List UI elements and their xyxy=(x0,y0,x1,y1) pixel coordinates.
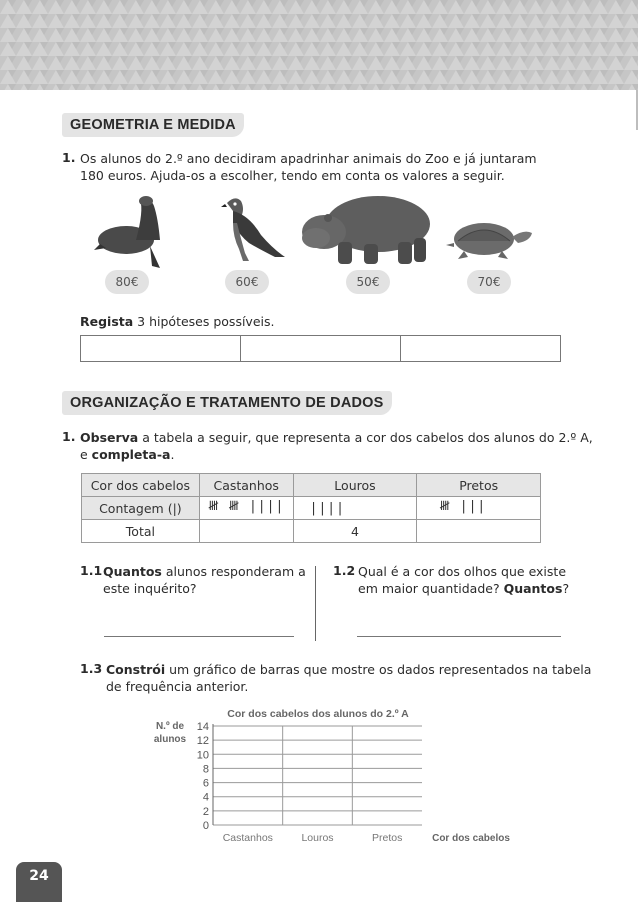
tally-cell: |||| xyxy=(293,497,417,520)
price-tag-eagle: 60€ xyxy=(225,270,269,294)
question-text-line2: 180 euros. Ajuda-os a escolher, tendo em conta os valores a seguir. xyxy=(80,168,505,183)
section-title-geometria: GEOMETRIA E MEDIDA xyxy=(62,113,244,137)
quantos-rest: alunos responderam a xyxy=(161,564,306,579)
row-label-total: Total xyxy=(82,520,200,543)
q12-bold: Quantos xyxy=(503,581,563,596)
column-divider xyxy=(315,566,316,641)
frequency-table xyxy=(81,473,541,543)
completa-bold: completa-a xyxy=(91,447,171,462)
eagle-image xyxy=(215,195,290,267)
q12-post: ? xyxy=(562,581,570,596)
hypotheses-answer-table xyxy=(80,335,561,362)
header-cell: Castanhos xyxy=(199,474,293,497)
header-cell: Cor dos cabelos xyxy=(82,474,200,497)
question-12-line1: Qual é a cor dos olhos que existe xyxy=(358,564,567,579)
question-text-line2 xyxy=(80,446,174,463)
constroi-bold: Constrói xyxy=(106,662,166,677)
question-12-line2 xyxy=(358,580,569,597)
total-cell[interactable] xyxy=(199,520,293,543)
section-title-organizacao: ORGANIZAÇÃO E TRATAMENTO DE DADOS xyxy=(62,391,392,415)
y-tick-label: 8 xyxy=(202,763,209,776)
y-axis-label-line1: N.º de xyxy=(155,721,185,732)
header-cell: Pretos xyxy=(417,474,541,497)
bar-chart[interactable] xyxy=(140,702,520,852)
q12-pre: em maior quantidade? xyxy=(358,581,504,596)
y-tick-label: 2 xyxy=(202,805,209,818)
table-row-count xyxy=(82,497,541,520)
y-tick-label: 12 xyxy=(196,735,209,748)
question-13-line1 xyxy=(106,661,591,678)
instruction-text xyxy=(80,313,274,330)
hippopotamus-image xyxy=(302,188,437,268)
y-tick-label: 0 xyxy=(202,820,209,832)
price-tag-hippopotamus: 50€ xyxy=(346,270,390,294)
instruction-bold: Regista xyxy=(80,314,134,329)
question-13-line2: de frequência anterior. xyxy=(106,679,249,694)
answer-line-12[interactable] xyxy=(357,636,561,637)
x-category-label: Pretos xyxy=(371,832,403,844)
question-text-line1: Os alunos do 2.º ano decidiram apadrinhar animais do Zoo e já juntaram xyxy=(80,151,537,166)
completa-pre: e xyxy=(80,447,92,462)
hypothesis-cell-2[interactable] xyxy=(241,336,401,361)
hypothesis-cell-3[interactable] xyxy=(401,336,560,361)
turtle-image xyxy=(444,215,536,265)
table-header-row xyxy=(82,474,541,497)
page-number: 24 xyxy=(16,862,62,902)
question-11-line1 xyxy=(103,563,306,580)
y-axis-label-line2: alunos xyxy=(153,734,187,745)
question-number: 1. xyxy=(62,150,76,165)
observa-rest: a tabela a seguir, que representa a cor dos cabelos dos alunos do 2.º A, xyxy=(138,430,593,445)
answer-line-11[interactable] xyxy=(104,636,294,637)
row-label-count: Contagem (|) xyxy=(82,497,200,520)
price-tag-turtle: 70€ xyxy=(467,270,511,294)
y-tick-label: 6 xyxy=(202,777,209,790)
table-row-total xyxy=(82,520,541,543)
price-tag-sea-lion: 80€ xyxy=(105,270,149,294)
total-cell: 4 xyxy=(293,520,417,543)
completa-post: . xyxy=(170,447,175,462)
question-number: 1. xyxy=(62,429,76,444)
instruction-rest: 3 hipóteses possíveis. xyxy=(133,314,275,329)
x-category-label: Castanhos xyxy=(222,832,273,844)
constroi-rest: um gráfico de barras que mostre os dados representados na tabela xyxy=(165,662,592,677)
y-tick-label: 4 xyxy=(202,791,209,804)
x-axis-label: Cor dos cabelos xyxy=(432,833,510,844)
header-pattern-band xyxy=(0,0,638,90)
question-11-line2: este inquérito? xyxy=(103,581,197,596)
question-number: 1.1 xyxy=(80,563,103,578)
quantos-bold: Quantos xyxy=(103,564,162,579)
y-tick-label: 10 xyxy=(196,749,209,762)
total-cell[interactable] xyxy=(417,520,541,543)
question-number: 1.2 xyxy=(333,563,356,578)
header-cell: Louros xyxy=(293,474,417,497)
chart-title: Cor dos cabelos dos alunos do 2.º A xyxy=(227,708,409,720)
question-text-line1 xyxy=(80,429,593,446)
tally-cell: 𝍸 𝍸 |||| xyxy=(199,497,293,520)
tally-cell: 𝍸 ||| xyxy=(417,497,541,520)
sea-lion-image xyxy=(92,192,172,272)
y-tick-label: 14 xyxy=(196,721,209,733)
observa-bold: Observa xyxy=(80,430,139,445)
x-category-label: Louros xyxy=(301,832,334,844)
question-number: 1.3 xyxy=(80,661,103,676)
hypothesis-cell-1[interactable] xyxy=(81,336,241,361)
